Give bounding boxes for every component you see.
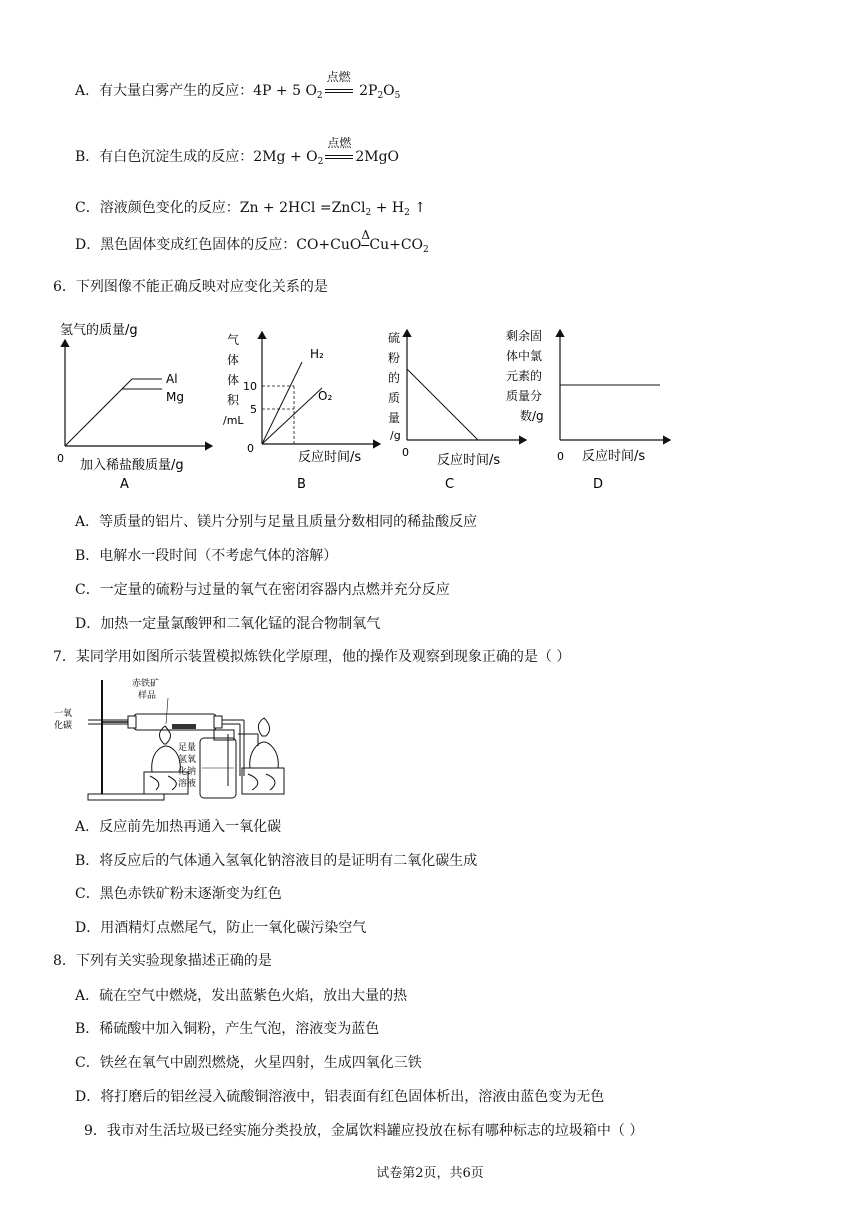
fig-co-label-1: 一氧 [54, 709, 73, 719]
q8-option-b: B．稀硫酸中加入铜粉，产生气泡，溶液变为蓝色 [75, 1021, 380, 1037]
graph-c-xlabel: 反应时间/s [437, 453, 501, 468]
graph-d-xlabel: 反应时间/s [582, 449, 646, 464]
q7-option-d: D．用酒精灯点燃尾气，防止一氧化碳污染空气 [75, 920, 367, 936]
q8-option-c: C．铁丝在氧气中剧烈燃烧，火星四射，生成四氧化三铁 [75, 1055, 422, 1071]
graph-c-caption: C [445, 477, 455, 492]
svg-text:质: 质 [388, 391, 401, 405]
svg-text:体: 体 [227, 353, 240, 367]
svg-text:/g: /g [390, 429, 401, 442]
q6-option-d: D．加热一定量氯酸钾和二氧化锰的混合物制氧气 [75, 616, 381, 632]
svg-text:剩余固: 剩余固 [506, 329, 543, 343]
svg-text:体: 体 [227, 373, 240, 387]
svg-text:量: 量 [388, 411, 401, 425]
graph-a-series-mg: Mg [166, 390, 184, 404]
graph-b-series-o2: O₂ [318, 389, 333, 403]
graph-a-caption: A [120, 477, 129, 492]
svg-text:积: 积 [227, 393, 240, 407]
q5-option-c: C．溶液颜色变化的反应：Zn + 2HCl =ZnCl$_2$ + $H_2$ ↑ [75, 200, 427, 218]
q8-option-d: D．将打磨后的铝丝浸入硫酸铜溶液中，铝表面有红色固体析出，溶液由蓝色变为无色 [75, 1089, 605, 1105]
fig-ore-label: 赤铁矿 [132, 679, 160, 689]
graph-d [506, 329, 670, 492]
svg-text:的: 的 [388, 371, 401, 385]
reaction-condition: 点燃 [327, 136, 352, 150]
svg-text:/mL: /mL [223, 414, 244, 427]
graph-b-tick-10: 10 [243, 380, 257, 393]
svg-text:数/g: 数/g [520, 409, 544, 423]
graph-b-series-h2: H₂ [310, 347, 324, 361]
q6-option-b: B．电解水一段时间（不考虑气体的溶解） [75, 548, 338, 564]
q6-option-c: C．一定量的硫粉与过量的氧气在密闭容器内点燃并充分反应 [75, 582, 450, 598]
graph-a-xlabel: 加入稀盐酸质量/g [80, 458, 184, 473]
svg-text:溶液: 溶液 [178, 779, 197, 789]
svg-text:0: 0 [247, 442, 254, 455]
svg-text:足量: 足量 [178, 743, 197, 753]
q9-stem: 9．我市对生活垃圾已经实施分类投放，金属饮料罐应投放在标有哪种标志的垃圾箱中（ ） [84, 1123, 644, 1139]
graph-a-origin: 0 [57, 452, 64, 465]
svg-text:氢氧: 氢氧 [178, 755, 197, 765]
q7-stem: 7．某同学用如图所示装置模拟炼铁化学原理，他的操作及观察到现象正确的是（ ） [53, 649, 571, 665]
graph-a-ylabel: 氢气的质量/g [60, 323, 138, 338]
page-footer: 试卷第2页，共6页 [376, 1166, 484, 1181]
graph-b [223, 332, 380, 492]
svg-text:元素的: 元素的 [506, 369, 543, 383]
graph-b-xlabel: 反应时间/s [298, 450, 362, 465]
fig-sample-label: 样品 [138, 691, 157, 701]
svg-text:粉: 粉 [388, 351, 401, 365]
q8-option-a: A．硫在空气中燃烧，发出蓝紫色火焰，放出大量的热 [75, 988, 408, 1004]
svg-text:质量分: 质量分 [506, 389, 543, 403]
q5-option-a: A．有大量白雾产生的反应：4P + 5 $O_2$ 点燃 $2P_2O_5$ [75, 70, 401, 101]
svg-text:体中氯: 体中氯 [506, 349, 543, 363]
graph-a-series-al: Al [166, 372, 178, 386]
fig-co-label-2: 化碳 [54, 721, 73, 731]
q6-graphs [40, 312, 680, 492]
q7-option-a: A．反应前先加热再通入一氧化碳 [75, 819, 282, 835]
q6-option-a: A．等质量的铝片、镁片分别与足量且质量分数相同的稀盐酸反应 [75, 514, 478, 530]
svg-text:化钠: 化钠 [178, 767, 197, 777]
reaction-condition: Δ [361, 228, 371, 242]
reaction-condition: 点燃 [326, 70, 351, 84]
graph-b-tick-5: 5 [250, 403, 257, 416]
graph-b-caption: B [297, 477, 306, 492]
svg-text:气: 气 [227, 333, 240, 347]
q5-option-d: D．黑色固体变成红色固体的反应：CO+CuO Δ $Cu+CO_2$ [75, 228, 429, 255]
svg-text:硫: 硫 [388, 331, 401, 345]
svg-text:0: 0 [557, 450, 564, 463]
q8-stem: 8．下列有关实验现象描述正确的是 [53, 953, 272, 969]
q6-stem: 6．下列图像不能正确反映对应变化关系的是 [53, 279, 328, 295]
q5-option-b: B．有白色沉淀生成的反应：$2Mg + O_2$ 点燃 2MgO [75, 136, 400, 167]
graph-d-caption: D [593, 477, 604, 492]
ironmaking-apparatus-figure [52, 676, 292, 804]
q7-option-c: C．黑色赤铁矿粉末逐渐变为红色 [75, 886, 282, 902]
svg-text:0: 0 [402, 446, 409, 459]
q7-option-b: B．将反应后的气体通入氢氧化钠溶液目的是证明有二氧化碳生成 [75, 853, 478, 869]
graph-a [57, 323, 212, 492]
